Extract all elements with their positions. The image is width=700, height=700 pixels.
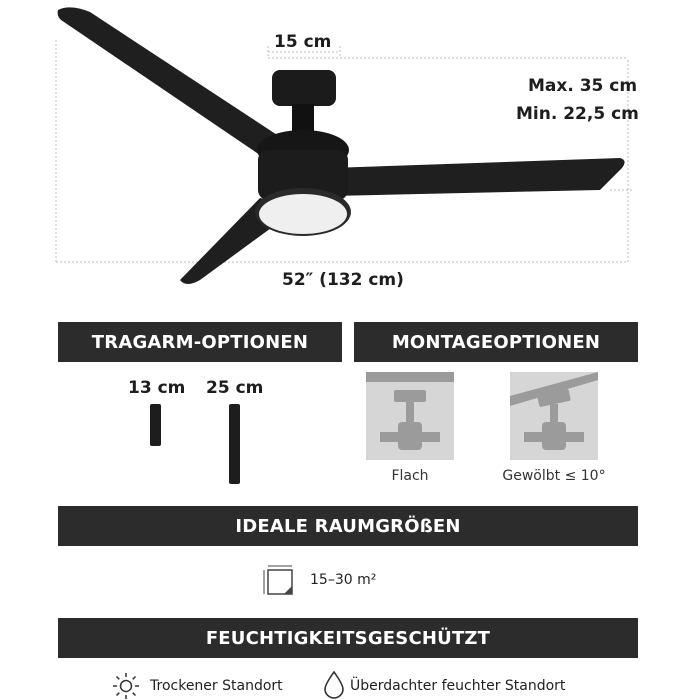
damp-location-label: Überdachter feuchter Standort <box>350 678 566 694</box>
dry-location-label: Trockener Standort <box>150 678 283 694</box>
montage-header: MONTAGEOPTIONEN <box>354 322 638 362</box>
feucht-header: FEUCHTIGKEITSGESCHÜTZT <box>58 618 638 658</box>
droplet-icon <box>322 670 346 700</box>
mount-vaulted-image <box>510 372 598 460</box>
downrod-25cm <box>229 404 240 484</box>
top-width-label: 15 cm <box>274 32 332 52</box>
min-height-label: Min. 22,5 cm <box>516 104 639 124</box>
span-label: 52″ (132 cm) <box>282 270 404 290</box>
mount-flat-label: Flach <box>391 468 429 484</box>
room-size-value: 15–30 m² <box>310 572 377 588</box>
raum-header: IDEALE RAUMGRÖßEN <box>58 506 638 546</box>
tragarm-option-13: 13 cm <box>128 378 186 398</box>
downrod-13cm <box>150 404 161 446</box>
tragarm-option-25: 25 cm <box>206 378 264 398</box>
max-height-label: Max. 35 cm <box>528 76 638 96</box>
fan-blade-right <box>330 158 625 196</box>
room-size-icon <box>262 564 296 598</box>
sun-icon <box>112 672 140 700</box>
mount-vaulted-label: Gewölbt ≤ 10° <box>502 468 606 484</box>
mount-flat-image <box>366 372 454 460</box>
tragarm-header: TRAGARM-OPTIONEN <box>58 322 342 362</box>
ceiling-fan-illustration <box>0 0 700 300</box>
